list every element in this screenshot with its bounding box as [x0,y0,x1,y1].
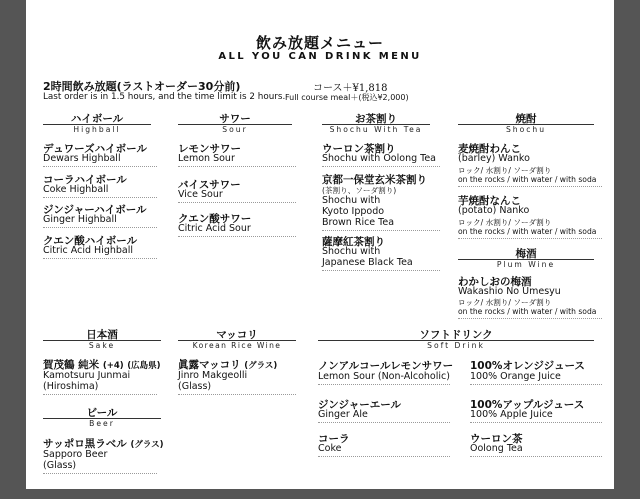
section-title-beer: ビール [86,407,118,419]
item-separator [458,238,602,239]
item-separator [43,227,157,228]
section-title-plum-wine: 梅酒 [515,248,537,260]
course-price: コース＋¥1,818 [313,83,388,94]
item-separator [470,422,602,423]
menu-title: 飲み放題メニュー [255,34,384,52]
item-english: (Glass) [178,381,212,392]
item-english: Ginger Highball [43,214,117,225]
menu-title-english: ALL YOU CAN DRINK MENU [218,51,422,62]
item-note: (グラス) [244,361,278,371]
item-name: コーラハイボール [43,174,127,186]
item-english: Shochu with [322,195,381,206]
item-english: Wakashio No Umesyu [458,286,561,297]
section-title-sour: サワー [219,113,251,125]
item-note: (グラス) [130,440,164,450]
item-separator [322,270,440,271]
item-english: Lemon Sour [178,153,235,164]
item-serving-note-english: on the rocks / with water / with soda [458,227,597,236]
item-english: (Glass) [43,460,77,471]
item-separator [458,186,602,187]
item-name: クエン酸サワー [178,213,252,225]
item-name: ジンジャーエール [318,399,402,411]
item-name: バイスサワー [178,179,241,191]
item-english: Brown Rice Tea [322,217,395,228]
section-title-sake: 日本酒 [86,329,118,341]
item-separator [322,166,440,167]
item-name: 100%アップルジュース [470,399,585,411]
item-name: ノンアルコールレモンサワー [318,360,454,372]
item-english: Oolong Tea [470,443,523,454]
section-subtitle-soft-drink: Soft Drink [427,341,485,350]
item-english: Citric Acid Sour [178,223,251,234]
item-serving-note: ロック/ 水割り/ ソーダ割り [458,218,552,227]
course-price-note: Full course meal＋(税込¥2,000) [285,93,409,102]
item-separator [318,384,450,385]
item-separator [178,394,296,395]
item-serving-note-english: on the rocks / with water / with soda [458,307,597,316]
section-subtitle-makgeolli: Korean Rice Wine [192,341,282,350]
item-separator [178,166,296,167]
item-serving-note-english: on the rocks / with water / with soda [458,175,597,184]
item-name: レモンサワー [178,143,241,155]
item-name: ウーロン茶割り [322,143,396,155]
plan-title: 2時間飲み放題(ラストオーダー30分前) [43,80,241,93]
item-english: Kyoto Ippodo [322,206,385,217]
item-english: Shochu with [322,246,381,257]
section-title-highball: ハイボール [70,113,124,125]
item-english: (barley) Wanko [458,153,530,164]
section-subtitle-sour: Sour [222,125,248,134]
item-name: デュワーズハイボール [43,143,147,155]
item-english: Citric Acid Highball [43,245,133,256]
section-subtitle-sake: Sake [88,341,116,350]
item-qty: (+4) [102,361,124,371]
item-name: コーラ [318,433,350,445]
item-name: 賀茂鶴 純米 [43,359,100,371]
section-subtitle-plum-wine: Plum Wine [496,260,556,269]
item-english: Japanese Black Tea [322,257,413,268]
item-english: Ginger Ale [318,409,368,420]
section-subtitle-shochu: Shochu [505,125,547,134]
item-english: Coke [318,443,342,454]
item-separator [322,230,440,231]
section-title-tea: お茶割り [355,113,397,125]
item-english: 100% Apple Juice [470,409,553,420]
plan-note: Last order is in 1.5 hours, and the time limit is 2 hours. [43,92,286,102]
item-english: Jinro Makgeolli [178,370,248,381]
item-name: クエン酸ハイボール [43,235,138,247]
section-title-soft-drink: ソフトドリンク [419,329,493,341]
item-name: ウーロン茶 [470,433,523,445]
item-separator [43,197,157,198]
section-subtitle-tea: Shochu With Tea [329,125,423,134]
item-name: 100%オレンジジュース [470,360,585,372]
item-english: Dewars Highball [43,153,121,164]
item-english: Sapporo Beer [43,449,108,460]
item-english: Kamotsuru Junmai [43,370,131,381]
frame-right-border [614,0,640,499]
item-english: Lemon Sour (Non-Alcoholic) [318,371,450,382]
item-separator [43,473,157,474]
item-english: Coke Highball [43,184,109,195]
item-separator [178,236,296,237]
item-separator [470,456,602,457]
section-title-makgeolli: マッコリ [216,329,258,341]
item-serving-note: ロック/ 水割り/ ソーダ割り [458,298,552,307]
section-title-shochu: 焼酎 [515,113,537,125]
item-serving-note: ロック/ 水割り/ ソーダ割り [458,166,552,175]
item-separator [318,422,450,423]
item-note: (茶割り、ソーダ割り) [322,186,397,195]
section-subtitle-highball: Highball [73,125,121,134]
item-separator [43,258,157,259]
section-subtitle-beer: Beer [89,419,115,428]
frame-left-border [0,0,26,499]
item-english: (Hiroshima) [43,381,99,392]
item-english: Vice Sour [178,189,223,200]
item-name: 芋焼酎なんこ [458,195,521,207]
item-separator [178,202,296,203]
item-name: サッポロ黒ラベル [43,438,127,450]
item-english: Shochu with Oolong Tea [322,153,436,164]
item-separator [43,166,157,167]
item-name: 眞露マッコリ [178,359,241,371]
item-name: わかしおの梅酒 [458,276,532,288]
item-name: 京都一保堂玄米茶割り [322,174,427,186]
item-separator [458,318,602,319]
item-english: (potato) Nanko [458,205,530,216]
frame-bottom-border [0,489,640,499]
item-separator [43,394,157,395]
item-name: 薩摩紅茶割り [322,236,385,248]
item-english: 100% Orange Juice [470,371,561,382]
item-name: ジンジャーハイボール [43,204,147,216]
item-separator [470,384,602,385]
item-name: 麦焼酎わんこ [458,143,521,155]
menu-page [26,0,614,489]
item-region: (広島県) [127,361,161,371]
item-separator [318,456,450,457]
